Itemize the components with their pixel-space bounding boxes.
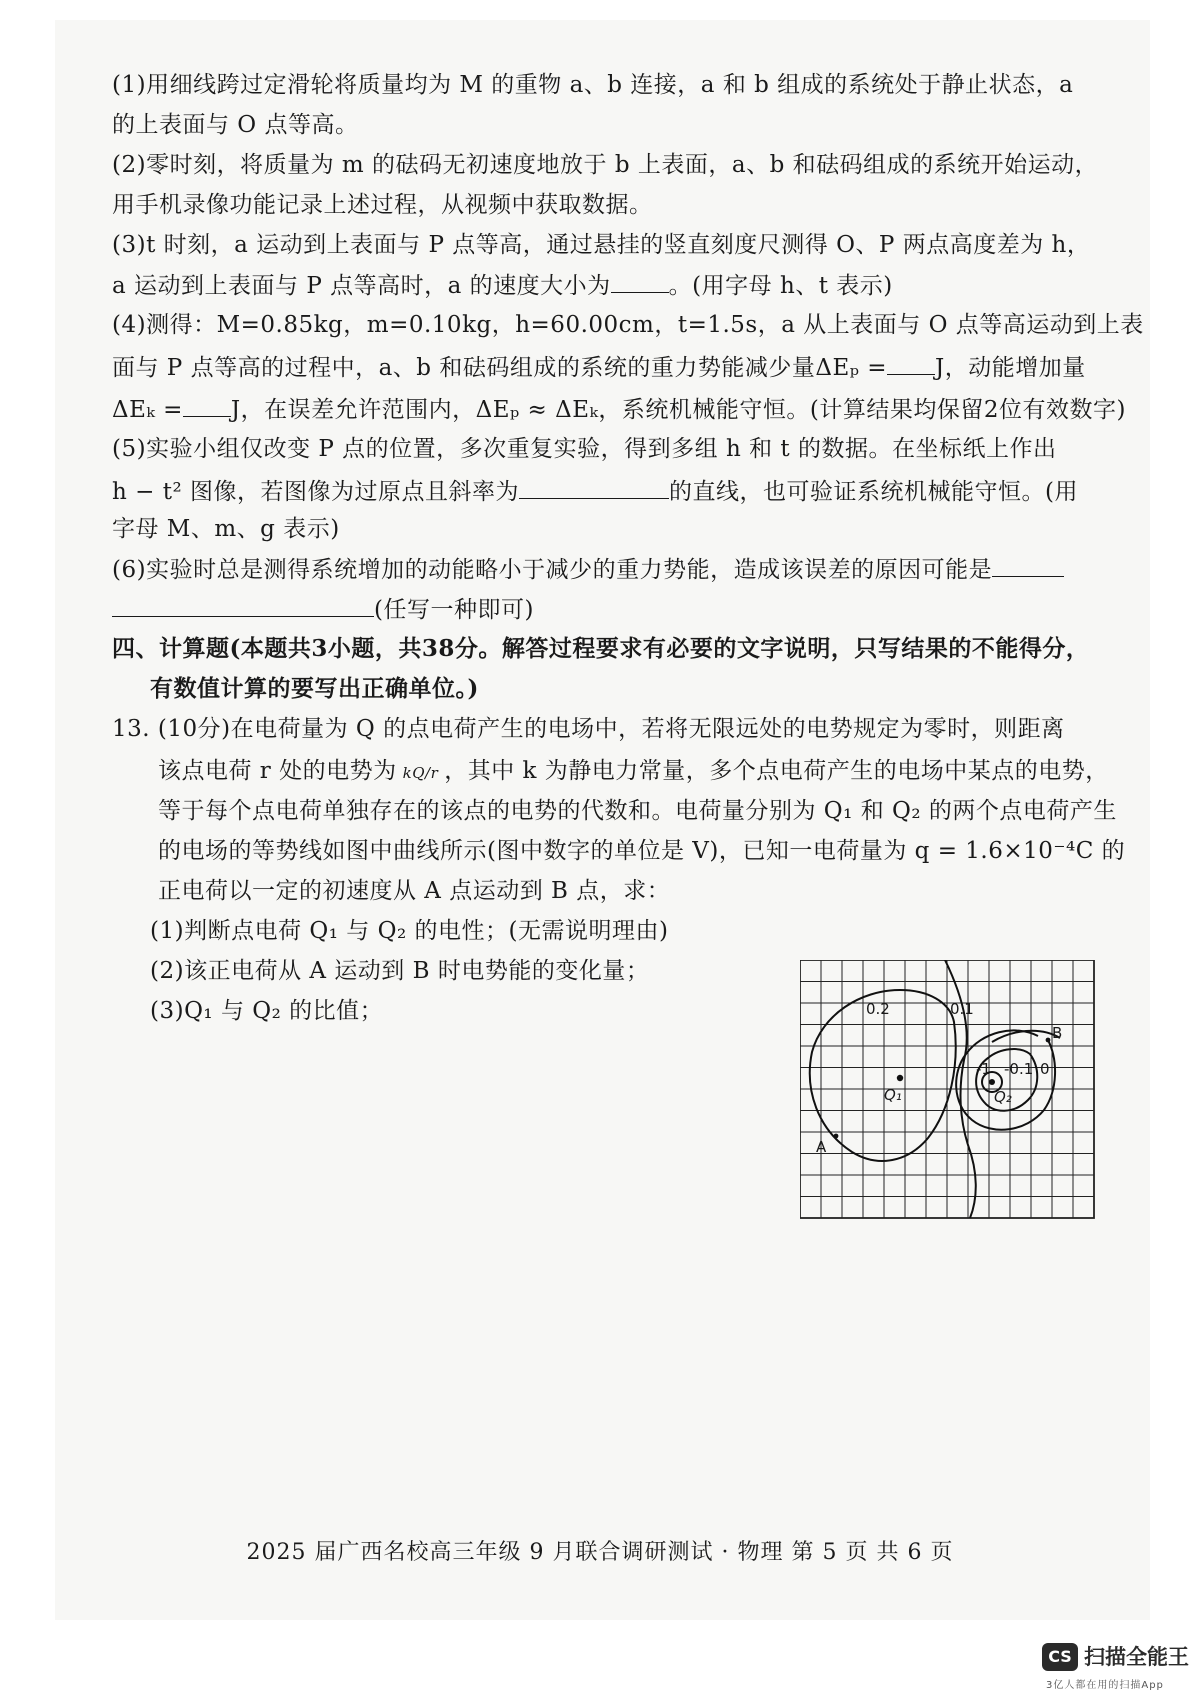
label-neg-1: -1 xyxy=(976,1060,991,1078)
q13-line-3: 等于每个点电荷单独存在的该点的电势的代数和。电荷量分别为 Q₁ 和 Q₂ 的两个点电荷产生 xyxy=(158,798,1117,824)
item-1-line-2: 的上表面与 O 点等高。 xyxy=(112,112,359,138)
label-q2: Q₂ xyxy=(994,1088,1012,1106)
point-b-dot xyxy=(1046,1038,1051,1043)
q13-text-post: ，其中 k 为静电力常量，多个点电荷产生的电场中某点的电势， xyxy=(444,758,1109,784)
item-4-line-3 xyxy=(112,394,1126,425)
camscanner-logo-icon: CS xyxy=(1042,1643,1078,1671)
q13-line-1: 13. (10分)在电荷量为 Q 的点电荷产生的电场中，若将无限远处的电势规定为零时，则距离 xyxy=(112,716,1065,742)
q13-line-4: 的电场的等势线如图中曲线所示(图中数字的单位是 V)，已知一电荷量为 q = 1.6×10⁻⁴C 的 xyxy=(158,838,1126,864)
camscanner-title: 扫描全能王 xyxy=(1084,1645,1189,1669)
item-6-line-2 xyxy=(112,594,534,625)
grid xyxy=(800,960,1094,1218)
equipotential-diagram xyxy=(800,960,1096,1220)
item-4-ek-symbol: ΔEₖ = xyxy=(112,397,183,423)
label-0: 0 xyxy=(1040,1060,1050,1078)
item-2-line-1: (2)零时刻，将质量为 m 的砝码无初速度地放于 b 上表面，a、b 和砝码组成的系统开始运动， xyxy=(112,152,1099,178)
section-4-heading: 四、计算题(本题共3小题，共38分。解答过程要求有必要的文字说明，只写结果的不能得分， xyxy=(112,635,1090,662)
answer-blank-reason-2 xyxy=(112,594,374,617)
item-3-line-2: a 运动到上表面与 P 点等高时，a 的速度大小为 。(用字母 h、t 表示) xyxy=(112,270,893,301)
item-4-line-1: (4)测得：M=0.85kg，m=0.10kg，h=60.00cm，t=1.5s，a 从上表面与 O 点等高运动到上表 xyxy=(112,312,1144,338)
item-4-text-ep: 面与 P 点等高的过程中，a、b 和砝码组成的系统的重力势能减少量ΔEₚ = xyxy=(112,355,888,381)
label-neg-0.1: -0.1 xyxy=(1004,1060,1034,1078)
item-4-text-ek: J，动能增加量 xyxy=(935,355,1086,381)
q13-sub-3: (3)Q₁ 与 Q₂ 的比值； xyxy=(150,998,384,1024)
item-3-hint: (用字母 h、t 表示) xyxy=(692,273,893,299)
q1-charge-point xyxy=(897,1075,903,1081)
item-5-line-1: (5)实验小组仅改变 P 点的位置，多次重复实验，得到多组 h 和 t 的数据。在坐标纸上作出 xyxy=(112,436,1057,462)
label-q1: Q₁ xyxy=(884,1086,902,1104)
item-4-text-end: J，在误差允许范围内，ΔEₚ ≈ ΔEₖ，系统机械能守恒。(计算结果均保留2位有效数字) xyxy=(230,397,1126,423)
item-5-text-end: 的直线，也可验证系统机械能守恒。(用 xyxy=(668,479,1078,505)
potential-formula: kQ/r xyxy=(402,764,439,782)
page-footer: 2025 届广西名校高三年级 9 月联合调研测试 · 物理 第 5 页 共 6 页 xyxy=(246,1540,954,1565)
q13-line-5: 正电荷以一定的初速度从 A 点运动到 B 点，求： xyxy=(158,878,671,904)
item-5-text: h − t² 图像，若图像为过原点且斜率为 xyxy=(112,479,519,505)
q13-sub-1: (1)判断点电荷 Q₁ 与 Q₂ 的电性；(无需说明理由) xyxy=(150,918,669,944)
answer-blank-ek xyxy=(183,394,231,417)
point-a-dot xyxy=(834,1134,839,1139)
item-2-line-2: 用手机录像功能记录上述过程，从视频中获取数据。 xyxy=(112,192,653,218)
item-5-line-2 xyxy=(112,476,1078,507)
label-0.1: 0.1 xyxy=(950,1000,974,1018)
camscanner-subtitle: 3亿人都在用的扫描App xyxy=(1046,1680,1164,1691)
answer-blank-velocity xyxy=(611,270,669,293)
item-6-text: (6)实验时总是测得系统增加的动能略小于减少的重力势能，造成该误差的原因可能是 xyxy=(112,557,993,583)
label-a: A xyxy=(816,1138,827,1156)
q13-sub-2: (2)该正电荷从 A 运动到 B 时电势能的变化量； xyxy=(150,958,650,984)
answer-blank-slope xyxy=(519,476,669,499)
item-6-line-1 xyxy=(112,554,1064,585)
section-4-heading-cont: 有数值计算的要写出正确单位。) xyxy=(150,675,479,702)
item-1-line-1: (1)用细线跨过定滑轮将质量均为 M 的重物 a、b 连接，a 和 b 组成的系统处于静止状态，a xyxy=(112,72,1074,98)
equipotential-0-loop xyxy=(956,1030,1055,1129)
item-3-line-1: (3)t 时刻，a 运动到上表面与 P 点等高，通过悬挂的竖直刻度尺测得 O、P 两点高度差为 h， xyxy=(112,232,1091,258)
q13-text-pre: 该点电荷 r 处的电势为 xyxy=(158,758,397,784)
label-0.2: 0.2 xyxy=(866,1000,890,1018)
item-3-text: a 运动到上表面与 P 点等高时，a 的速度大小为 xyxy=(112,273,611,299)
item-4-line-2 xyxy=(112,352,1086,383)
q13-line-2 xyxy=(158,756,1109,788)
label-b: B xyxy=(1052,1024,1063,1042)
item-5-line-3: 字母 M、m、g 表示) xyxy=(112,516,340,542)
q2-charge-point xyxy=(989,1079,995,1085)
answer-blank-reason-1 xyxy=(992,554,1064,577)
item-6-hint: (任写一种即可) xyxy=(374,597,534,623)
answer-blank-ep xyxy=(887,352,935,375)
